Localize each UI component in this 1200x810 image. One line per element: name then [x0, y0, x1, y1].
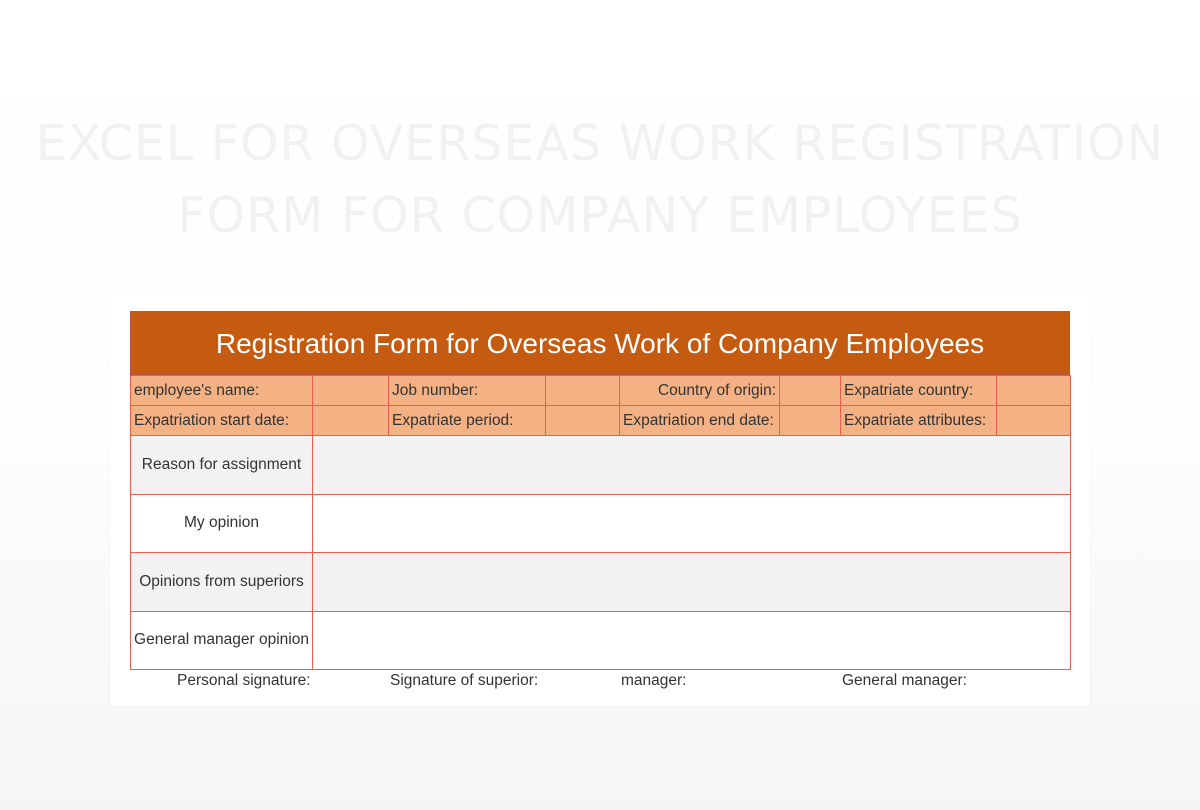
general-manager-label: General manager opinion	[131, 611, 313, 670]
reason-field[interactable]	[313, 436, 1071, 495]
employee-name-field[interactable]	[313, 376, 389, 406]
end-date-field[interactable]	[780, 406, 841, 436]
attributes-label: Expatriate attributes:	[841, 406, 997, 436]
superiors-row	[131, 553, 1071, 612]
registration-table	[130, 375, 1071, 670]
general-manager-row	[131, 611, 1071, 670]
superiors-label: Opinions from superiors	[131, 553, 313, 612]
job-number-field[interactable]	[546, 376, 620, 406]
general-manager-field[interactable]	[313, 611, 1071, 670]
my-opinion-field[interactable]	[313, 494, 1071, 553]
country-of-origin-label: Country of origin:	[620, 376, 780, 406]
country-of-origin-field[interactable]	[780, 376, 841, 406]
reason-label: Reason for assignment	[131, 436, 313, 495]
attributes-field[interactable]	[997, 406, 1071, 436]
superiors-field[interactable]	[313, 553, 1071, 612]
start-date-label: Expatriation start date:	[131, 406, 313, 436]
expatriate-country-label: Expatriate country:	[841, 376, 997, 406]
form-title: Registration Form for Overseas Work of Company Employees	[130, 311, 1070, 375]
period-field[interactable]	[546, 406, 620, 436]
manager-signature-label: manager:	[621, 672, 687, 689]
employee-name-label: employee's name:	[131, 376, 313, 406]
expatriate-country-field[interactable]	[997, 376, 1071, 406]
general-manager-signature-label: General manager:	[842, 672, 967, 689]
watermark-line-1: EXCEL FOR OVERSEAS WORK REGISTRATION	[35, 115, 1165, 172]
reason-row	[131, 436, 1071, 495]
signature-line	[130, 672, 1070, 692]
personal-signature-label: Personal signature:	[177, 672, 311, 689]
start-date-field[interactable]	[313, 406, 389, 436]
info-row-1	[131, 376, 1071, 406]
superior-signature-label: Signature of superior:	[390, 672, 539, 689]
watermark-title	[0, 108, 1200, 252]
my-opinion-row	[131, 494, 1071, 553]
end-date-label: Expatriation end date:	[620, 406, 780, 436]
watermark-line-2: FORM FOR COMPANY EMPLOYEES	[177, 187, 1023, 244]
info-row-2	[131, 406, 1071, 436]
my-opinion-label: My opinion	[131, 494, 313, 553]
period-label: Expatriate period:	[389, 406, 546, 436]
job-number-label: Job number:	[389, 376, 546, 406]
